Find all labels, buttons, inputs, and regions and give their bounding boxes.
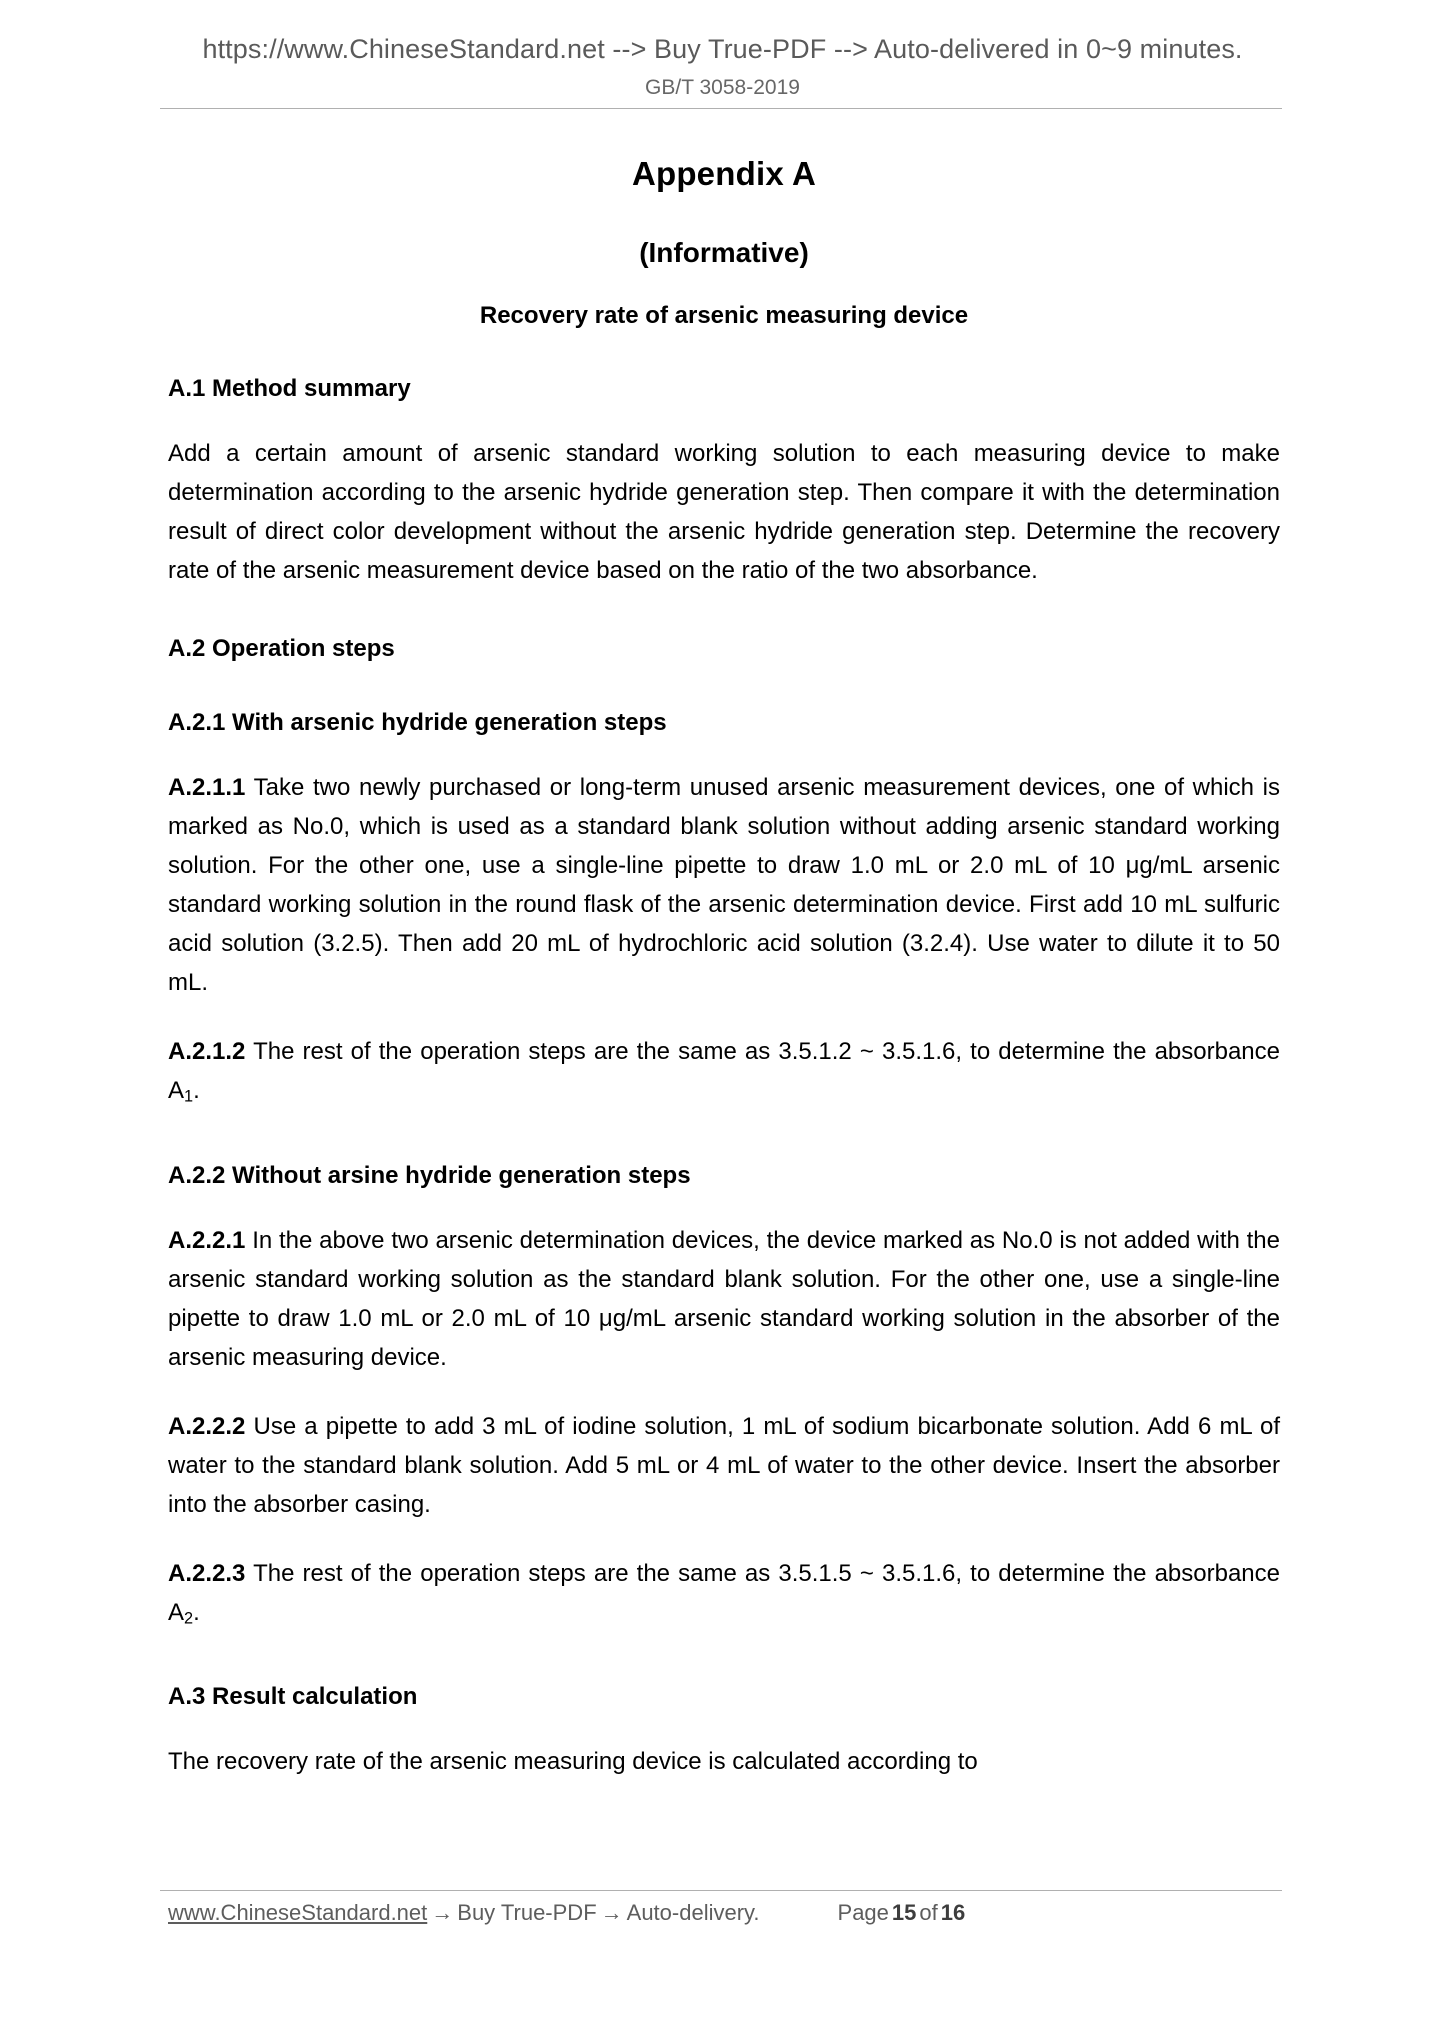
appendix-subtitle: Recovery rate of arsenic measuring device <box>479 302 969 329</box>
clause-label-a2-2-1: A.2.2.1 <box>168 1226 246 1254</box>
footer-site-link[interactable]: www.ChineseStandard.net <box>168 1900 428 1925</box>
paragraph-a2-1-2 <box>168 1032 1280 1117</box>
page-indicator <box>838 1900 969 1926</box>
document-content <box>168 130 1280 1781</box>
subscript-a1: 1 <box>184 1087 194 1106</box>
clause-label-a2-1-1: A.2.1.1 <box>168 774 246 801</box>
clause-label-a2-2-3: A.2.2.3 <box>168 1559 246 1587</box>
clause-label-a2-2-2: A.2.2.2 <box>168 1412 246 1440</box>
current-page-number: 15 <box>891 1900 917 1925</box>
watermark-header: https://www.ChineseStandard.net --> Buy True-PDF --> Auto-delivered in 0~9 minutes. <box>202 34 1243 64</box>
footer-promo <box>168 1900 760 1926</box>
heading-a2: A.2 Operation steps <box>168 635 395 662</box>
clause-label-a2-1-2: A.2.1.2 <box>168 1038 246 1065</box>
paragraph-a2-2-1 <box>168 1221 1280 1377</box>
clause-text-a2-1-1: Take two newly purchased or long-term unused arsenic measurement devices, one of which is marked as No.0, which is used as a standard blank solution without adding arsenic standard working solution. For the other one, use a single-line pipette to draw 1.0 mL or 2.0 mL of 10 μg/mL arsenic standard working solution in the round flask of the arsenic determination device. First add 10 mL sulfuric acid solution (3.2.5). Then add 20 mL of hydrochloric acid solution (3.2.4). Use water to dilute it to 50 mL. <box>168 774 1281 996</box>
subscript-a2: 2 <box>184 1609 194 1628</box>
heading-a1: A.1 Method summary <box>168 375 411 402</box>
paragraph-a2-2-3 <box>168 1554 1280 1639</box>
paragraph-a3: The recovery rate of the arsenic measuring device is calculated according to <box>168 1748 978 1776</box>
header-divider <box>160 108 1282 109</box>
clause-text-a2-1-2-end: . <box>193 1077 200 1104</box>
paragraph-a1: Add a certain amount of arsenic standard working solution to each measuring device to make determination according to the arsenic hydride generation step. Then compare it with the determination result of direct color development without the arsenic hydride generation step. Determine the recovery rate of the arsenic measurement device based on the ratio of the two absorbance. <box>168 440 1280 584</box>
clause-text-a2-1-2: The rest of the operation steps are the same as 3.5.1.2 ~ 3.5.1.6, to determine the absorbance A <box>168 1038 1280 1104</box>
clause-text-a2-2-3: The rest of the operation steps are the same as 3.5.1.5 ~ 3.5.1.6, to determine the absorbance A <box>168 1559 1280 1626</box>
arrow-right-icon-2: → <box>600 1900 623 1925</box>
footer-delivery-text: Auto-delivery. <box>626 1900 760 1925</box>
page-label: Page <box>837 1900 889 1925</box>
page-footer <box>168 1900 1280 1926</box>
paragraph-a2-1-1 <box>168 768 1280 1002</box>
arrow-right-icon-1: → <box>431 1900 454 1925</box>
heading-a2-2: A.2.2 Without arsine hydride generation steps <box>168 1161 691 1189</box>
appendix-type: (Informative) <box>639 237 809 268</box>
clause-text-a2-2-1: In the above two arsenic determination devices, the device marked as No.0 is not added with the arsenic standard working solution as the standard blank solution. For the other one, use a single-line pipette to draw 1.0 mL or 2.0 mL of 10 μg/mL arsenic standard working solution in the absorber of the arsenic measuring device. <box>168 1226 1281 1371</box>
heading-a2-1: A.2.1 With arsenic hydride generation steps <box>168 709 667 736</box>
standard-code: GB/T 3058-2019 <box>645 76 800 99</box>
footer-buy-text: Buy True-PDF <box>457 1900 597 1925</box>
page-title: Appendix A <box>631 155 817 192</box>
footer-divider <box>160 1890 1282 1891</box>
paragraph-a2-2-2 <box>168 1407 1280 1524</box>
clause-text-a2-2-2: Use a pipette to add 3 mL of iodine solution, 1 mL of sodium bicarbonate solution. Add 6 mL of water to the standard blank solution. Add 5 mL or 4 mL of water to the other device. Insert the absorber into the absorber casing. <box>168 1412 1281 1518</box>
clause-text-a2-2-3-end: . <box>193 1598 200 1626</box>
heading-a3: A.3 Result calculation <box>168 1683 418 1711</box>
of-label: of <box>919 1900 938 1925</box>
total-page-number: 16 <box>940 1900 966 1925</box>
